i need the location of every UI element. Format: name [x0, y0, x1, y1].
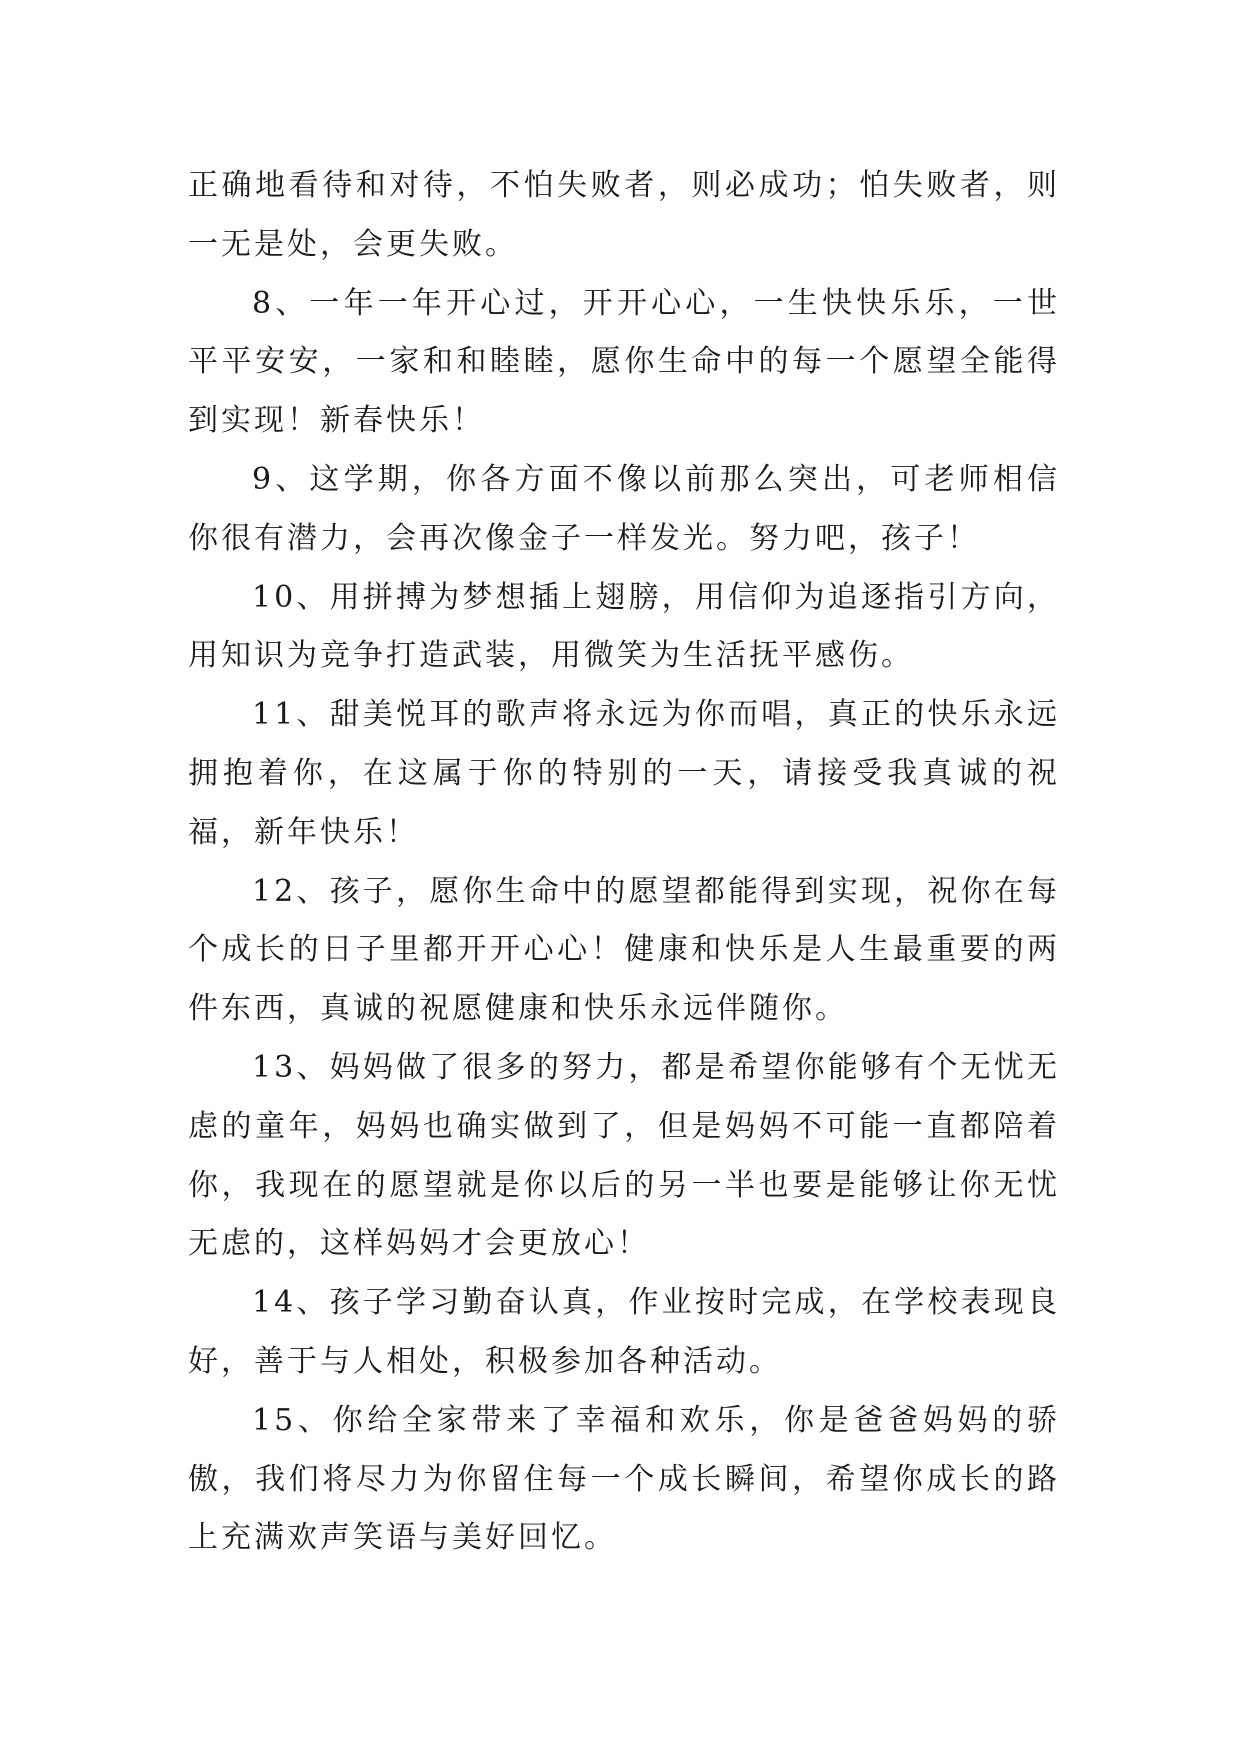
paragraph-continuation: 正确地看待和对待，不怕失败者，则必成功；怕失败者，则一无是处，会更失败。 — [188, 168, 1060, 262]
paragraph-item-12: 12、孩子，愿你生命中的愿望都能得到实现，祝你在每个成长的日子里都开开心心！健康和快乐是人生最重要的两件东西，真诚的祝愿健康和快乐永远伴随你。 — [188, 873, 1060, 1027]
paragraph-item-14: 14、孩子学习勤奋认真，作业按时完成，在学校表现良好，善于与人相处，积极参加各种活动。 — [188, 1285, 1060, 1379]
paragraph-item-8: 8、一年一年开心过，开开心心，一生快快乐乐，一世平平安安，一家和和睦睦，愿你生命中的每一个愿望全能得到实现！新春快乐！ — [188, 285, 1060, 439]
paragraph-item-15: 15、你给全家带来了幸福和欢乐，你是爸爸妈妈的骄傲，我们将尽力为你留住每一个成长瞬间，希望你成长的路上充满欢声笑语与美好回忆。 — [188, 1402, 1060, 1556]
paragraph-item-10: 10、用拼搏为梦想插上翅膀，用信仰为追逐指引方向，用知识为竞争打造武装，用微笑为生活抚平感伤。 — [188, 579, 1060, 674]
paragraph-item-13: 13、妈妈做了很多的努力，都是希望你能够有个无忧无虑的童年，妈妈也确实做到了，但是妈妈不可能一直都陪着你，我现在的愿望就是你以后的另一半也要是能够让你无忧无虑的，这样妈妈才会更放心！ — [188, 1049, 1060, 1262]
paragraph-item-11: 11、甜美悦耳的歌声将永远为你而唱，真正的快乐永远拥抱着你，在这属于你的特别的一天，请接受我真诚的祝福，新年快乐！ — [188, 697, 1060, 850]
paragraph-item-9: 9、这学期，你各方面不像以前那么突出，可老师相信你很有潜力，会再次像金子一样发光。努力吧，孩子！ — [188, 461, 1060, 556]
document-body — [188, 157, 1060, 1568]
